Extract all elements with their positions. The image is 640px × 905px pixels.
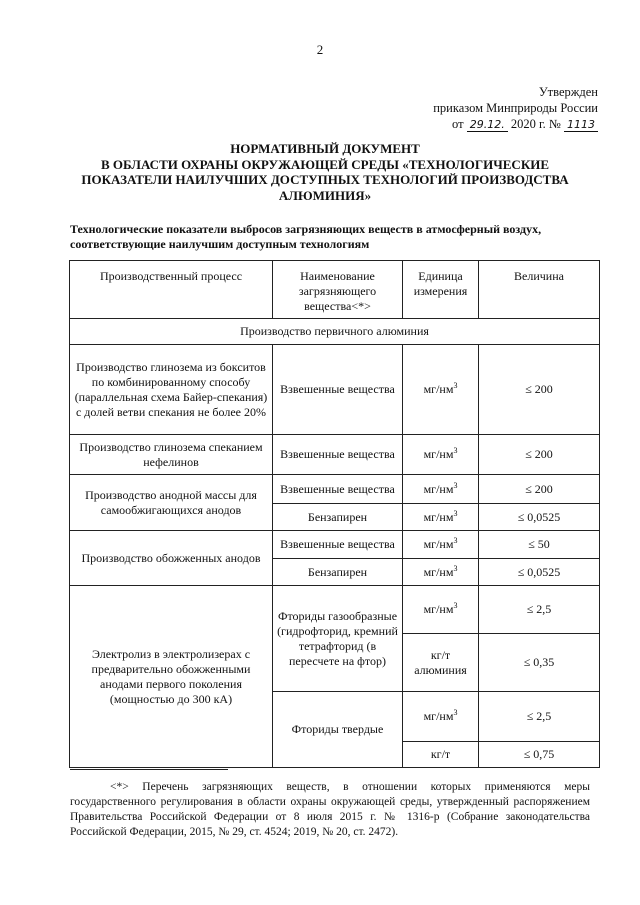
- substance-cell: Взвешенные вещества: [273, 531, 403, 559]
- header-value: Величина: [479, 261, 600, 319]
- unit-cell: $мг/нм^3$: [403, 692, 479, 742]
- substance-cell: Взвешенные вещества: [273, 475, 403, 504]
- approval-line-date: [433, 116, 598, 133]
- substance-cell: Бензапирен: [273, 559, 403, 586]
- value-cell: ≤ 0,35: [479, 634, 600, 692]
- substance-cell: Взвешенные вещества: [273, 345, 403, 435]
- value-cell: ≤ 2,5: [479, 692, 600, 742]
- substance-cell: Бензапирен: [273, 504, 403, 531]
- title-line-3: ПОКАЗАТЕЛИ НАИЛУЧШИХ ДОСТУПНЫХ ТЕХНОЛОГИЙ ПРОИЗВОДСТВА: [81, 172, 569, 187]
- value-cell: ≤ 2,5: [479, 586, 600, 634]
- substance-cell: Фториды газообразные (гидрофторид, кремний тетрафторид (в пересчете на фтор): [273, 586, 403, 692]
- approval-date-prefix: от: [452, 117, 464, 131]
- table-row: [70, 435, 600, 475]
- value-cell: ≤ 50: [479, 531, 600, 559]
- substance-cell: Фториды твердые: [273, 692, 403, 768]
- unit-cell: $мг/нм^3$: [403, 531, 479, 559]
- title-line-1: НОРМАТИВНЫЙ ДОКУМЕНТ: [230, 141, 420, 156]
- title-line-4: АЛЮМИНИЯ»: [278, 187, 372, 203]
- process-cell: Электролиз в электролизерах с предварительно обожженными анодами первого поколения (мощностью до 300 кА): [70, 586, 273, 768]
- process-cell: Производство глинозема из бокситов по комбинированному способу (параллельная схема Байер-спекания) с долей ветви спекания не более 20%: [70, 345, 273, 435]
- header-substance: Наименование загрязняющего вещества<*>: [273, 261, 403, 319]
- unit-cell: $мг/нм^3$: [403, 504, 479, 531]
- unit-cell: $мг/нм^3$: [403, 435, 479, 475]
- value-cell: ≤ 0,0525: [479, 504, 600, 531]
- footnote: <*> Перечень загрязняющих веществ, в отношении которых применяются меры государственного регулирования в области охраны окружающей среды, утвержденный распоряжением Правительства Российской Федерации от 8 июля 2015 г. № 1316-р (Собрание законодательства Российской Федерации, 2015, № 29, ст. 4524; 2019, № 20, ст. 2472).: [70, 781, 590, 838]
- emissions-table: [69, 260, 600, 768]
- approval-year-text: 2020 г. №: [510, 117, 561, 131]
- approval-line-approved: Утвержден: [538, 85, 598, 99]
- process-cell: Производство анодной массы для самообжигающихся анодов: [70, 475, 273, 531]
- footnote-separator: [70, 769, 228, 770]
- approval-block: [433, 84, 598, 133]
- value-cell: ≤ 200: [479, 345, 600, 435]
- process-cell: Производство обожженных анодов: [70, 531, 273, 586]
- header-unit: Единица измерения: [403, 261, 479, 319]
- unit-cell: $мг/нм^3$: [403, 559, 479, 586]
- unit-cell: $мг/нм^3$: [403, 586, 479, 634]
- table-row: [70, 531, 600, 559]
- table-subtitle: Технологические показатели выбросов загрязняющих веществ в атмосферный воздух, соответствующие наилучшим доступным технологиям: [70, 222, 542, 251]
- page-number: 2: [316, 42, 324, 57]
- unit-cell: $мг/нм^3$: [403, 345, 479, 435]
- value-cell: ≤ 0,0525: [479, 559, 600, 586]
- unit-cell: $мг/нм^3$: [403, 475, 479, 504]
- substance-cell: Взвешенные вещества: [273, 435, 403, 475]
- title-line-2: В ОБЛАСТИ ОХРАНЫ ОКРУЖАЮЩЕЙ СРЕДЫ «ТЕХНОЛОГИЧЕСКИЕ: [100, 156, 550, 172]
- table-row: [70, 586, 600, 634]
- approval-line-order: приказом Минприроды России: [433, 101, 598, 115]
- unit-cell: кг/т алюминия: [403, 634, 479, 692]
- approval-date-handwritten: 29.12.: [467, 118, 508, 132]
- unit-cell: кг/т: [403, 742, 479, 768]
- value-cell: ≤ 0,75: [479, 742, 600, 768]
- section-row: [70, 319, 600, 345]
- table-row: [70, 475, 600, 504]
- table-header-row: [70, 261, 600, 319]
- table-row: [70, 345, 600, 435]
- header-process: Производственный процесс: [70, 261, 273, 319]
- process-cell: Производство глинозема спеканием нефелинов: [70, 435, 273, 475]
- document-title: [60, 141, 590, 203]
- value-cell: ≤ 200: [479, 475, 600, 504]
- value-cell: ≤ 200: [479, 435, 600, 475]
- section-title: Производство первичного алюминия: [70, 319, 600, 345]
- approval-number-handwritten: 1113: [564, 118, 598, 132]
